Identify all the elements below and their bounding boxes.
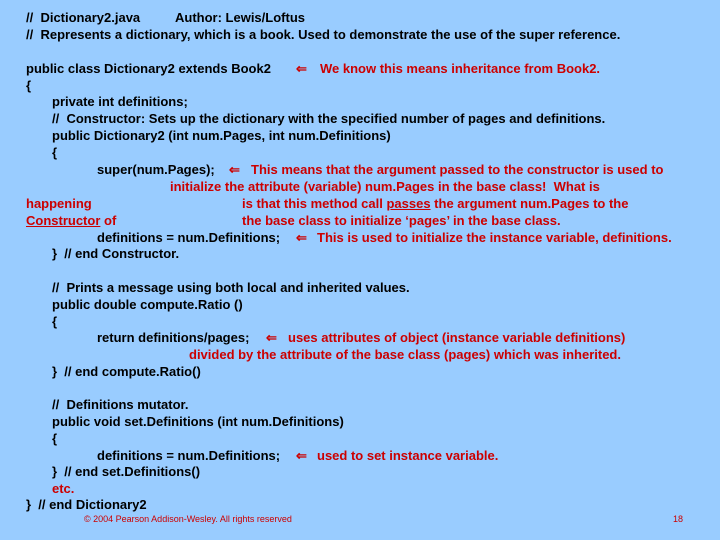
ratio-open-brace: { [52, 314, 58, 329]
class-declaration: public class Dictionary2 extends Book2 [26, 61, 271, 76]
class-end: } // end Dictionary2 [26, 497, 147, 512]
left-arrow-icon: ⇐ [296, 448, 307, 463]
assign-note: This is used to initialize the instance variable, definitions. [317, 230, 672, 245]
happening-word: happening [26, 196, 92, 211]
constructor-of [26, 213, 116, 229]
constructor-comment: // Constructor: Sets up the dictionary with the specified number of pages and definitions. [52, 111, 606, 126]
left-arrow-icon: ⇐ [296, 61, 307, 76]
mutator-note: used to set instance variable. [317, 448, 499, 463]
etc-text: etc. [52, 481, 75, 496]
super-note-line-2: initialize the attribute (variable) num.Pages in the base class! What is [170, 179, 600, 194]
super-note-line-3 [242, 196, 628, 212]
left-arrow-icon: ⇐ [229, 162, 240, 177]
field-declaration: private int definitions; [52, 94, 188, 109]
passes-word: passes [386, 196, 431, 211]
constructor-word: Constructor [26, 213, 101, 228]
mutator-comment: // Definitions mutator. [52, 397, 189, 412]
super-note-line-4: the base class to initialize ‘pages’ in the base class. [242, 213, 561, 228]
copyright-notice: © 2004 Pearson Addison-Wesley. All rights reserved [84, 514, 292, 524]
ratio-signature: public double compute.Ratio () [52, 297, 243, 312]
super-call: super(num.Pages); [97, 162, 215, 177]
class-open-brace: { [26, 78, 32, 93]
mutator-end: } // end set.Definitions() [52, 464, 201, 479]
file-name-comment: // Dictionary2.java [26, 10, 141, 25]
author-comment: Author: Lewis/Loftus [175, 10, 305, 25]
page-number: 18 [673, 514, 684, 524]
class-note: We know this means inheritance from Book2. [320, 61, 601, 76]
of-word: of [100, 213, 117, 228]
ratio-note-line-2: divided by the attribute of the base class (pages) which was inherited. [189, 347, 621, 362]
constructor-signature: public Dictionary2 (int num.Pages, int num.Definitions) [52, 128, 391, 143]
mutator-open-brace: { [52, 431, 58, 446]
mutator-assignment: definitions = num.Definitions; [97, 448, 281, 463]
ratio-note-line-1: uses attributes of object (instance variable definitions) [288, 330, 626, 345]
constructor-end: } // end Constructor. [52, 246, 180, 261]
constructor-open-brace: { [52, 145, 58, 160]
ratio-end: } // end compute.Ratio() [52, 364, 201, 379]
mutator-signature: public void set.Definitions (int num.Definitions) [52, 414, 344, 429]
left-arrow-icon: ⇐ [266, 330, 277, 345]
super-note-3a: is that this method call [242, 196, 387, 211]
super-note-line-1: This means that the argument passed to the constructor is used to [251, 162, 664, 177]
left-arrow-icon: ⇐ [296, 230, 307, 245]
description-comment: // Represents a dictionary, which is a book. Used to demonstrate the use of the super reference. [26, 27, 621, 42]
definitions-assignment: definitions = num.Definitions; [97, 230, 281, 245]
ratio-return: return definitions/pages; [97, 330, 250, 345]
super-note-3c: the argument num.Pages to the [430, 196, 629, 211]
ratio-comment: // Prints a message using both local and inherited values. [52, 280, 410, 295]
